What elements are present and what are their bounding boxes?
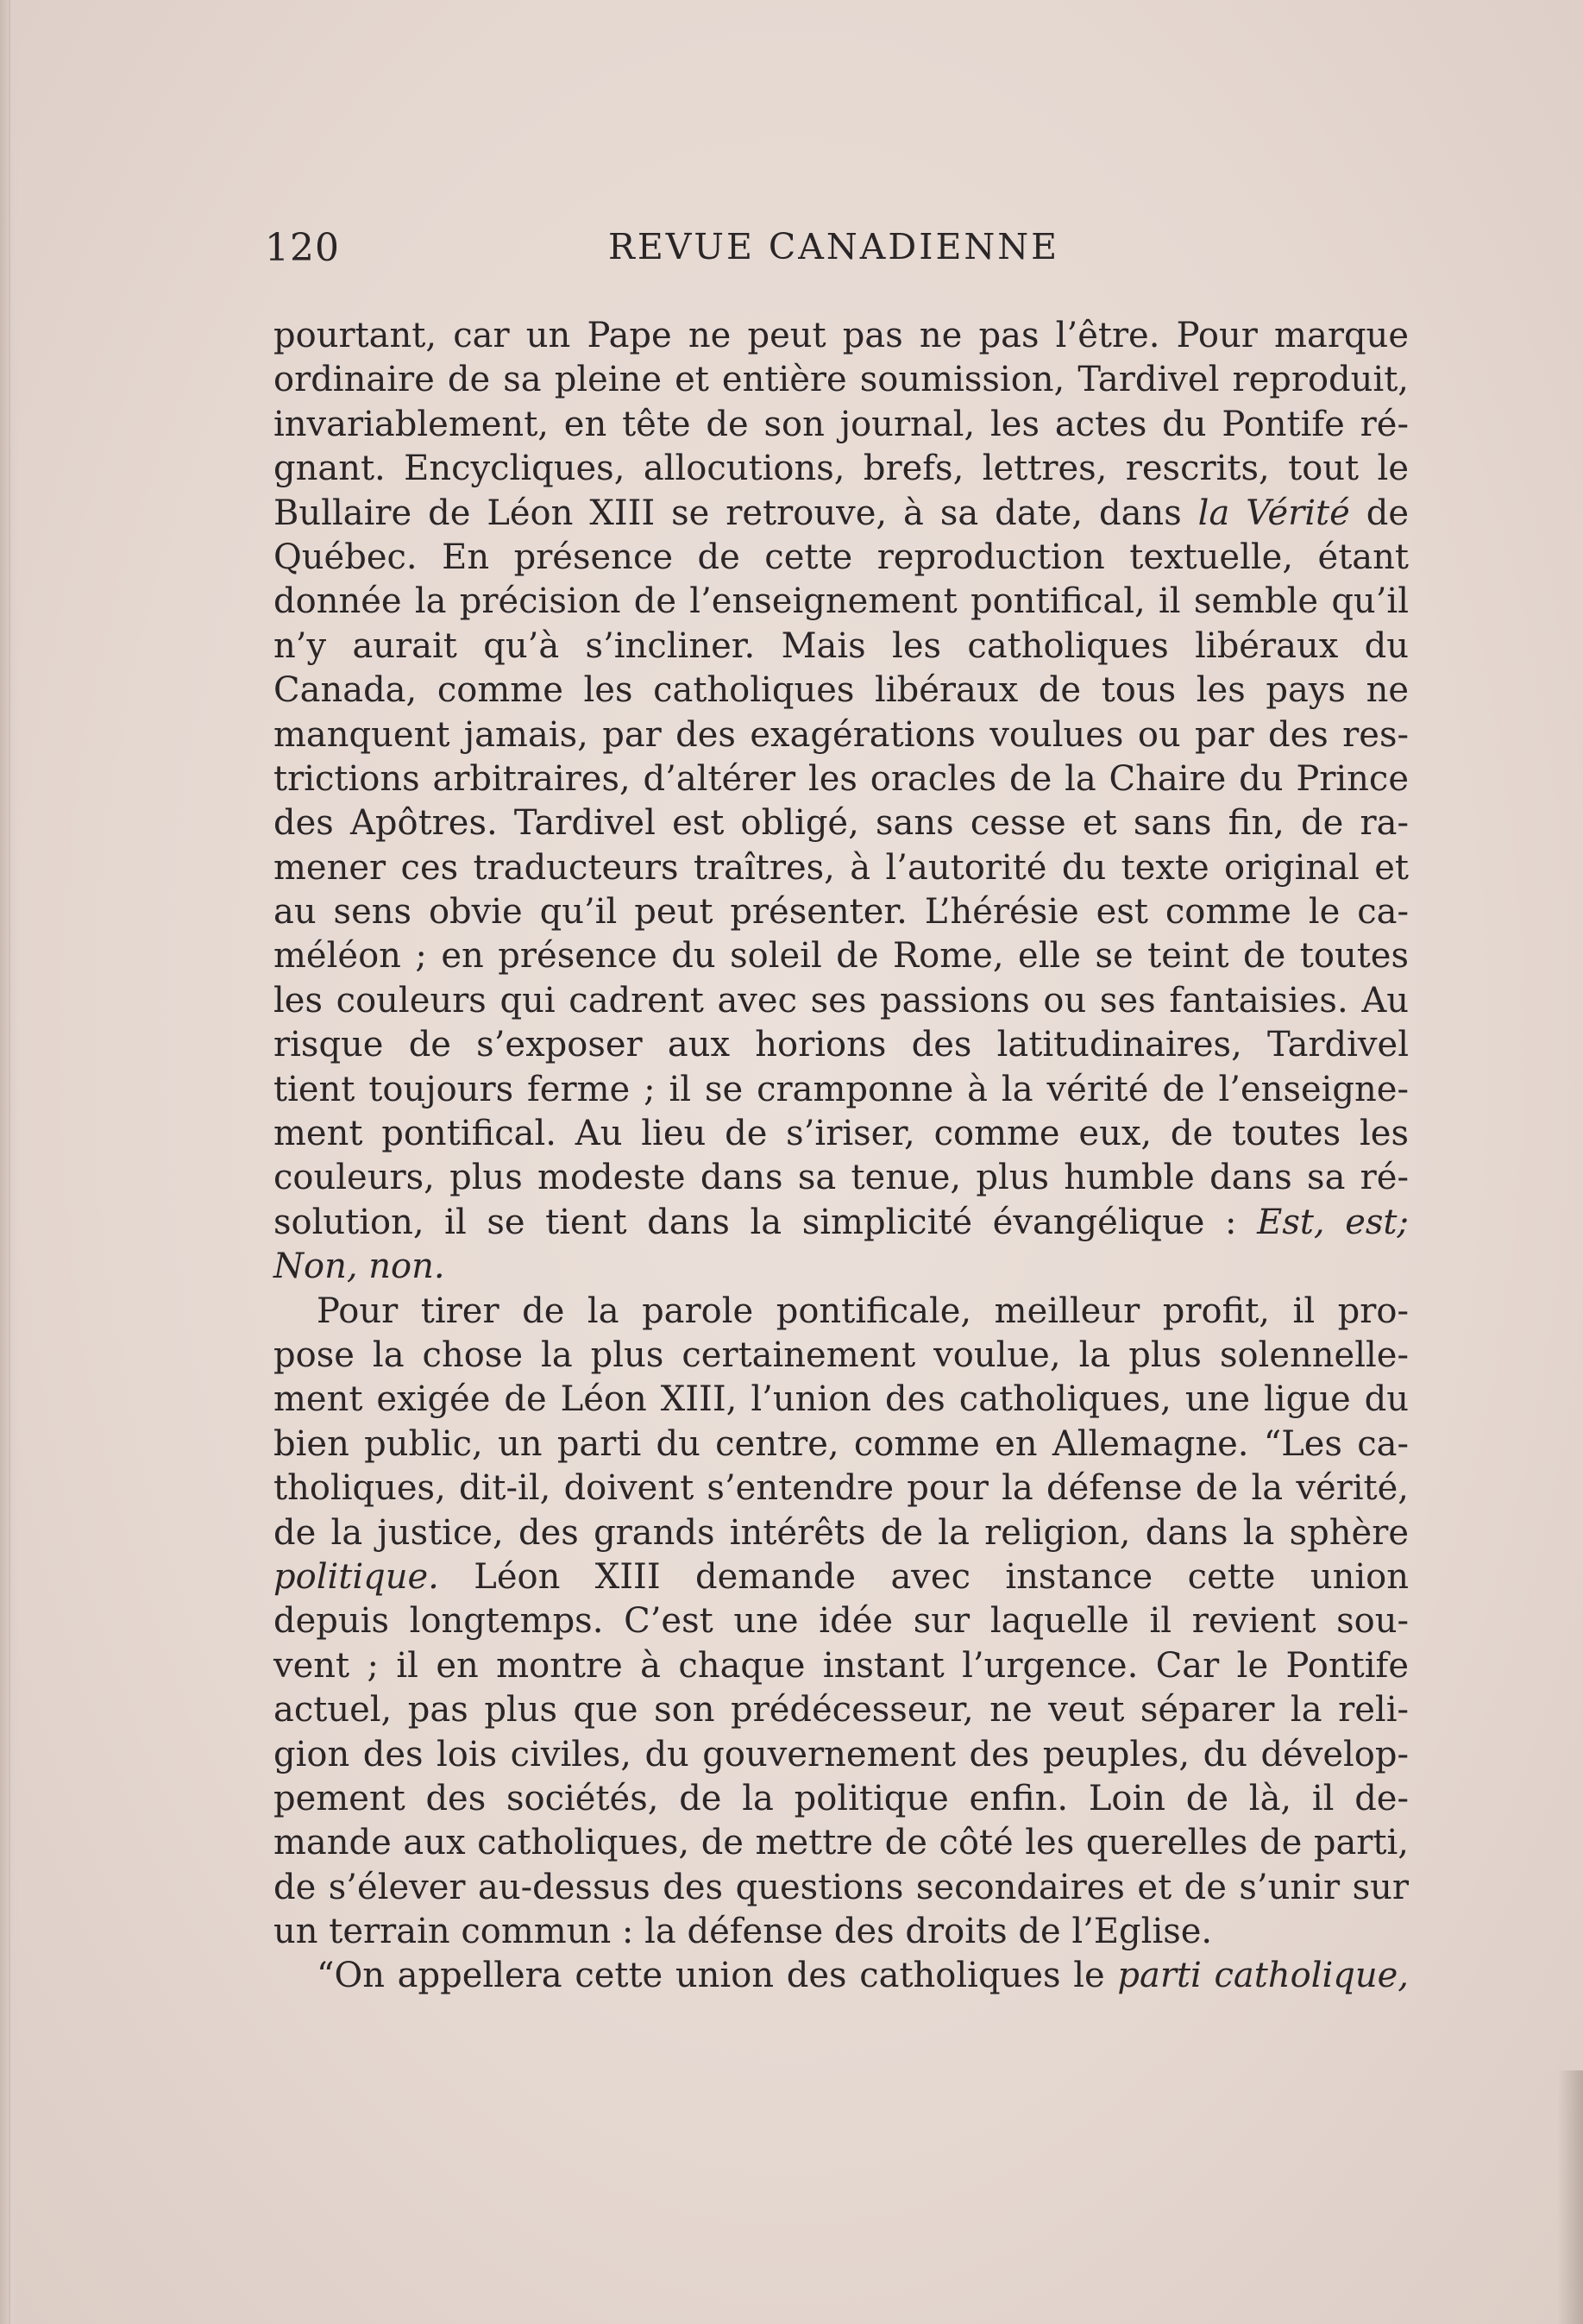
text-span: ment exigée de Léon XIII, l’union des catholiques, une ligue du	[273, 1379, 1409, 1420]
text-line	[273, 1688, 1409, 1732]
text-line	[273, 1156, 1409, 1200]
text-span: un terrain commun : la défense des droits de l’Eglise.	[273, 1912, 1213, 1952]
text-line	[273, 580, 1409, 624]
text-line	[273, 1334, 1409, 1378]
text-line	[273, 403, 1409, 447]
text-span: donnée la précision de l’enseignement pontifical, il semble qu’il	[273, 581, 1409, 622]
text-line	[273, 1555, 1409, 1599]
text-span: pourtant, car un Pape ne peut pas ne pas l’être. Pour marque	[273, 316, 1409, 355]
text-line	[273, 314, 1409, 358]
text-line	[273, 625, 1409, 669]
text-line	[273, 934, 1409, 978]
text-span: Bullaire de Léon XIII se retrouve, à sa date, dans	[273, 493, 1198, 533]
text-line	[273, 358, 1409, 402]
text-span: trictions arbitraires, d’altérer les oracles de la Chaire du Prince	[273, 758, 1409, 799]
text-span: n’y aurait qu’à s’incliner. Mais les catholiques libéraux du	[273, 625, 1409, 666]
italic-text: politique.	[273, 1556, 439, 1597]
text-span: de s’élever au-dessus des questions secondaires et de s’unir sur	[273, 1867, 1409, 1907]
body-text	[273, 314, 1409, 1999]
text-span: bien public, un parti du centre, comme en Allemagne. “Les ca-	[273, 1423, 1409, 1464]
text-span: Québec. En présence de cette reproduction textuelle, étant	[273, 537, 1409, 577]
text-line	[273, 1467, 1409, 1511]
text-line	[273, 713, 1409, 757]
text-line	[273, 846, 1409, 890]
text-line	[273, 1511, 1409, 1555]
text-span: mande aux catholiques, de mettre de côté les querelles de parti,	[273, 1823, 1409, 1863]
text-line	[273, 1378, 1409, 1422]
text-span: invariablement, en tête de son journal, les actes du Pontife ré-	[273, 404, 1409, 444]
text-line	[273, 1245, 1409, 1289]
text-line	[273, 1423, 1409, 1467]
gutter-line	[9, 0, 10, 2324]
text-line	[273, 1290, 1409, 1334]
italic-text: Non, non.	[273, 1247, 445, 1287]
italic-text: la Vérité	[1197, 493, 1350, 533]
text-span: “On appellera cette union des catholiques le	[317, 1956, 1118, 1996]
text-line	[273, 757, 1409, 801]
text-line	[273, 1777, 1409, 1821]
text-line	[273, 1910, 1409, 1954]
text-span: gion des lois civiles, du gouvernement des peuples, du dévelop-	[273, 1734, 1409, 1774]
journal-title: REVUE CANADIENNE	[608, 226, 1060, 267]
text-line	[273, 492, 1409, 536]
text-span: les couleurs qui cadrent avec ses passions ou ses fantaisies. Au	[273, 980, 1409, 1021]
text-span: couleurs, plus modeste dans sa tenue, plus humble dans sa ré-	[273, 1158, 1409, 1198]
text-line	[273, 1112, 1409, 1156]
text-span: manquent jamais, par des exagérations voulues ou par des res-	[273, 714, 1409, 755]
text-line	[273, 1201, 1409, 1245]
text-span: gnant. Encycliques, allocutions, brefs, lettres, rescrits, tout le	[273, 449, 1409, 489]
text-line	[273, 890, 1409, 934]
text-span: pose la chose la plus certainement voulue, la plus solennelle-	[273, 1335, 1409, 1375]
text-line	[273, 1733, 1409, 1777]
text-span: depuis longtemps. C’est une idée sur laquelle il revient sou-	[273, 1601, 1409, 1642]
text-line	[273, 1866, 1409, 1910]
text-line	[273, 536, 1409, 580]
text-span: Léon XIII demande avec instance cette union	[438, 1556, 1409, 1597]
italic-text: parti catholique,	[1117, 1956, 1410, 1996]
text-span: de	[1349, 493, 1409, 533]
text-line	[273, 1644, 1409, 1688]
text-span: tient toujours ferme ; il se cramponne à la vérité de l’enseigne-	[273, 1069, 1409, 1109]
running-head	[265, 226, 1128, 278]
text-span: mener ces traducteurs traîtres, à l’autorité du texte original et	[273, 847, 1409, 888]
text-line	[273, 1023, 1409, 1067]
text-span: Canada, comme les catholiques libéraux de tous les pays ne	[273, 670, 1409, 711]
text-line	[273, 1068, 1409, 1112]
text-span: vent ; il en montre à chaque instant l’urgence. Car le Pontife	[273, 1645, 1409, 1686]
text-span: solution, il se tient dans la simplicité évangélique :	[273, 1202, 1258, 1242]
text-line	[273, 979, 1409, 1023]
text-span: Pour tirer de la parole pontificale, meilleur profit, il pro-	[317, 1291, 1409, 1331]
text-span: des Apôtres. Tardivel est obligé, sans cesse et sans fin, de ra-	[273, 803, 1409, 844]
text-span: tholiques, dit-il, doivent s’entendre pour la défense de la vérité,	[273, 1468, 1409, 1509]
text-line	[273, 1954, 1409, 1998]
text-line	[273, 801, 1409, 845]
text-span: de la justice, des grands intérêts de la religion, dans la sphère	[273, 1512, 1409, 1553]
italic-text: Est, est;	[1257, 1202, 1409, 1242]
text-line	[273, 1599, 1409, 1643]
text-span: actuel, pas plus que son prédécesseur, ne veut séparer la reli-	[273, 1690, 1409, 1730]
text-line	[273, 1821, 1409, 1865]
text-span: ordinaire de sa pleine et entière soumission, Tardivel reproduit,	[273, 360, 1409, 400]
text-line	[273, 447, 1409, 491]
text-span: risque de s’exposer aux horions des latitudinaires, Tardivel	[273, 1025, 1409, 1065]
text-span: pement des sociétés, de la politique enfin. Loin de là, il de-	[273, 1778, 1409, 1818]
text-span: au sens obvie qu’il peut présenter. L’hérésie est comme le ca-	[273, 892, 1409, 933]
text-span: ment pontifical. Au lieu de s’iriser, comme eux, de toutes les	[273, 1114, 1409, 1154]
page-number: 120	[265, 226, 340, 270]
text-line	[273, 669, 1409, 713]
page-edge-shadow	[1557, 2070, 1583, 2324]
text-span: méléon ; en présence du soleil de Rome, elle se teint de toutes	[273, 936, 1409, 977]
